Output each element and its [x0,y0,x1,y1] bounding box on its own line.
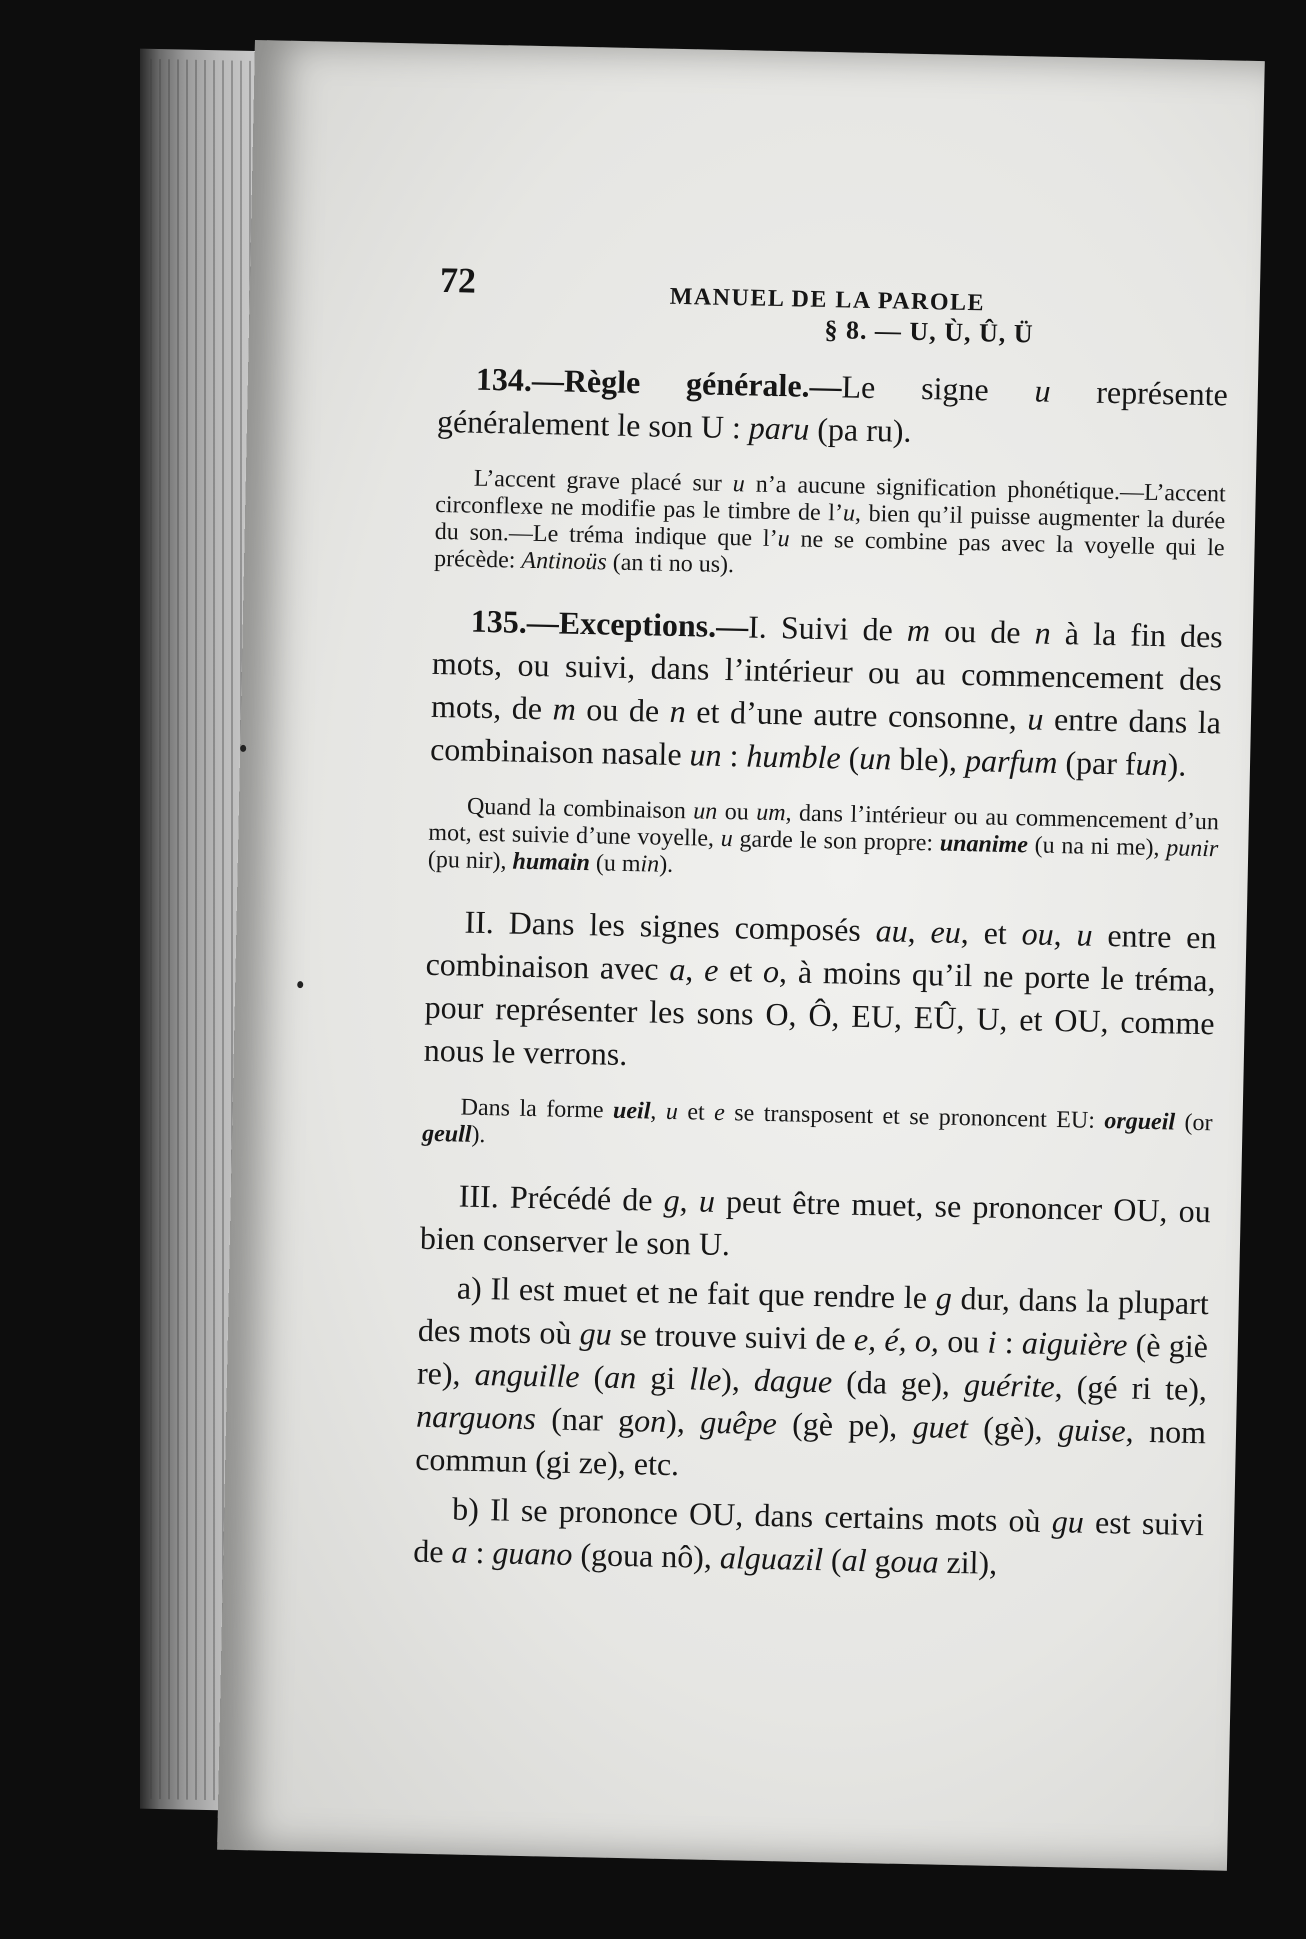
page-content [413,239,1231,1595]
paragraph-iii-b [413,1487,1205,1590]
text: L’accent grave placé sur [473,465,734,498]
text: est suivi de [413,1503,1205,1570]
italic-term: u [1076,916,1093,953]
text: garde le son propre: [732,826,941,857]
italic-term: um [755,799,786,827]
italic-term: u [698,1182,716,1219]
text: g [866,1542,891,1579]
text: , et [960,913,1023,952]
italic-term: u [842,500,856,527]
sound-symbol: EU [1055,1107,1089,1134]
text: entre en combinaison avec [425,916,1217,987]
example-word: guano [492,1534,573,1572]
example-word: guérite [963,1366,1056,1405]
italic-term: e [713,1099,726,1127]
text: et [677,1099,715,1126]
example-word: guêpe [699,1403,778,1442]
text: et d’une autre consonne, [685,693,1028,737]
italic-term: au [875,912,909,949]
example-word: paru [748,409,810,447]
italic-term: un [689,736,722,773]
text: Quand la combinaison [466,793,694,825]
text: ( [822,1541,843,1578]
note-135 [428,793,1220,891]
text: (pa ru). [808,410,912,449]
text: , [1053,915,1077,953]
example-word: dague [753,1361,833,1400]
sound-symbols: O, Ô, EU, EÛ, U, [765,995,1008,1037]
text: , nom commun (gi ze), etc. [414,1412,1207,1483]
italic-term: gu [579,1315,613,1352]
note-134 [434,465,1226,590]
text: (u m [589,850,641,878]
italic-term: un [858,739,892,777]
text: III. Précédé de [458,1177,665,1218]
sound-symbol: U [698,1225,723,1263]
italic-term: g [663,1181,681,1219]
italic-term: u [732,471,746,498]
italic-term: a [451,1533,468,1570]
italic-term: al [841,1541,867,1579]
italic-term: u [720,825,734,853]
italic-term: n [1034,614,1052,651]
italic-term: g [935,1279,953,1316]
italic-term: ueil [612,1097,651,1125]
example-word: narguons [415,1397,537,1437]
sound-symbol: OU [688,1495,736,1533]
text: et [1007,1000,1055,1038]
example-word: anguille [474,1355,580,1395]
italic-term: oua [890,1542,939,1580]
text: : [723,408,750,446]
example-word: geull [421,1120,472,1148]
text: , ou bien conserver le son [419,1192,1212,1262]
text: ). [1167,746,1187,783]
text: , dans l’intérieur ou au commencement d’un mot, est suivie d’une voyelle, [428,800,1220,852]
sound-symbol: OU [1112,1191,1160,1229]
paragraph-iii-a [415,1266,1209,1497]
text: II. Dans les signes composés [464,903,877,949]
italic-term: m [552,690,577,727]
sound-symbol: OU [1053,1001,1101,1039]
italic-term: gu [1051,1503,1085,1540]
section-heading: § 8. — U, Ù, Û, Ü [824,314,1034,349]
text: entre dans la combinaison nasale [429,700,1222,773]
text: et [718,951,764,989]
text: : [1087,1107,1105,1135]
text: ou de [929,612,1036,651]
example-word: guet [912,1408,969,1446]
text: n’a aucune signification phonétique.—L’accent circonflexe ne modifie pas le timbre de l’ [435,471,1226,527]
text: , [685,951,705,988]
text: a) Il est muet et ne fait que rendre le [456,1269,937,1316]
italic-term: a [669,950,686,988]
text: gi [635,1359,690,1397]
italic-term: e, é, o, [853,1320,940,1359]
ink-speck [297,981,303,988]
note-ii [422,1094,1213,1165]
paragraph-ii [423,900,1216,1089]
text: (da ge), [831,1363,965,1403]
text: zil), [938,1543,998,1581]
text: , (gé ri te), [1054,1368,1208,1408]
text: Le signe [841,368,1035,409]
italic-term: un [1135,745,1169,783]
book-page [217,40,1265,1871]
text: (or [1174,1109,1213,1137]
italic-term: eu [930,913,962,950]
italic-term: o [762,952,780,990]
italic-term: u [777,526,790,553]
example-word: unanime [939,830,1029,859]
text: (è giè re), [416,1326,1209,1392]
paragraph-134 [437,357,1229,460]
paragraph-title: Règle générale.— [563,362,843,405]
sound-symbol: U [700,408,725,445]
text: ). [471,1121,486,1149]
paragraph-number: 135.— [470,602,560,641]
italic-term: u [1034,372,1051,409]
italic-term: in [640,851,660,878]
text: , à moins qu’il ne porte le tréma, pour représenter les sons [424,953,1216,1032]
paragraph-title: Exceptions.— [558,604,749,645]
text: , bien qu’il puisse augmenter la durée du son.—Le tréma indique que l’ [434,500,1226,553]
text: b) Il se prononce [451,1490,690,1532]
text: (u na ni me), [1027,832,1167,862]
text: peut être muet, se prononcer [714,1182,1114,1228]
text: (par f [1057,743,1137,782]
example-word: orgueil [1104,1108,1176,1136]
text: à la fin des mots, ou suivi, dans l’intérieur ou au commencement des mots, de [430,614,1224,727]
text: I. Suivi de [747,608,908,648]
italic-term: on [633,1402,667,1439]
italic-term: n [669,692,687,730]
text: se transposent et se prononcent [724,1100,1057,1134]
text: ( [840,739,860,776]
text: , comme nous le verrons. [423,1002,1215,1073]
text: ne se combine pas avec la voyelle qui le précède: [433,526,1225,574]
paragraph-135 [430,599,1223,788]
page-number: 72 [439,259,477,301]
italic-term: u [1027,700,1044,737]
italic-term: lle [688,1360,722,1398]
text: , dans certains mots où [734,1496,1053,1540]
text: (pu nir), [427,846,513,875]
example-word: aiguière [1021,1324,1128,1363]
example-word: humain [512,848,591,877]
running-head [440,239,1231,316]
example-word: guise [1057,1411,1127,1449]
text: (an ti no us). [606,549,735,579]
text: . [721,1226,731,1263]
italic-term: an [603,1358,637,1396]
text: (nar g [535,1400,635,1439]
text: ou de [575,690,671,729]
text: (gè), [967,1409,1059,1448]
text: ble), [890,740,966,779]
running-title: MANUEL DE LA PAROLE [669,283,986,317]
example-word: parfum [964,742,1058,780]
text: (goua nô), [572,1535,721,1576]
text: : [467,1533,493,1571]
italic-term: i [987,1323,997,1360]
text: , [650,1098,667,1125]
text: ), [720,1361,755,1398]
text: (gè pe), [776,1405,914,1445]
italic-term: u [665,1098,679,1126]
text: Dans la forme [460,1094,614,1124]
ink-speck [240,745,246,752]
text: : [996,1323,1023,1361]
example-word: humble [746,737,842,776]
text: ou [938,1322,988,1360]
text: ou [717,798,757,826]
text: se trouve suivi de [611,1315,855,1357]
text: ( [579,1358,605,1395]
example-word: alguazil [719,1539,824,1578]
paragraph-iii [419,1174,1211,1277]
italic-term: m [906,611,931,649]
text: , [907,912,931,950]
italic-term: e [703,951,719,988]
italic-term: ou [1021,915,1055,952]
text: ), [665,1402,701,1440]
text: ). [658,851,674,878]
paragraph-number: 134.— [475,360,565,399]
text: : [721,736,747,774]
italic-term: un [693,798,718,825]
text: , [679,1182,700,1219]
example-word: punir [1166,835,1219,863]
text: dur, dans la plupart des mots où [417,1279,1210,1352]
example-word: Antinoüs [521,547,608,576]
text: représente généralement le son [436,372,1229,445]
